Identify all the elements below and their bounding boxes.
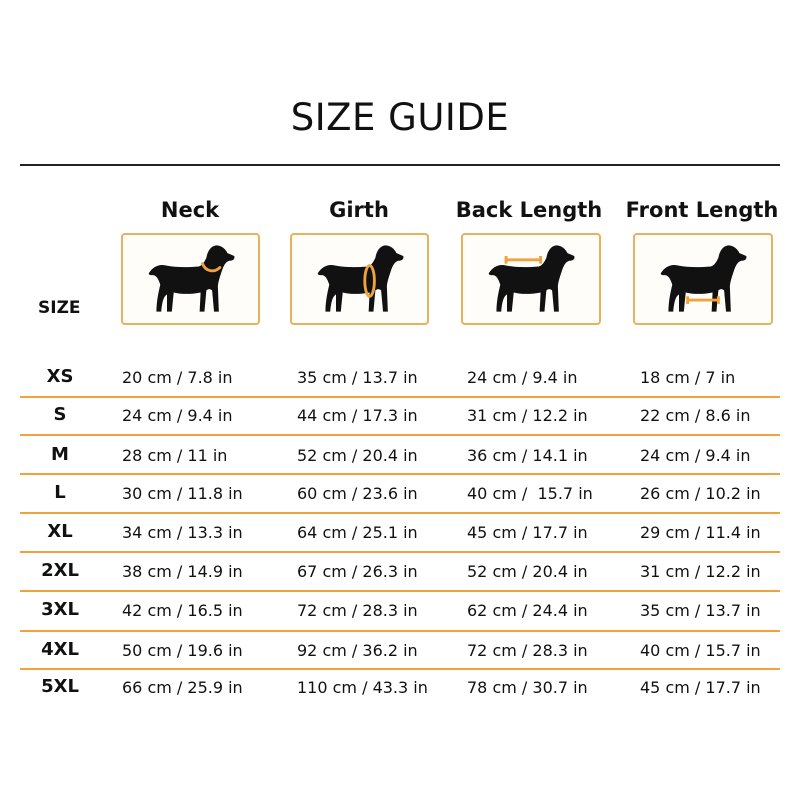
front-length-value: 26 cm / 10.2 in (640, 484, 761, 503)
front-length-value: 35 cm / 13.7 in (640, 601, 761, 620)
column-header-front-length: Front Length (625, 198, 779, 222)
row-divider (20, 590, 780, 592)
neck-value: 66 cm / 25.9 in (122, 678, 243, 697)
size-label: M (51, 444, 69, 465)
row-divider (20, 396, 780, 398)
neck-value: 20 cm / 7.8 in (122, 368, 233, 387)
size-label: S (53, 404, 67, 425)
size-label: XL (47, 521, 73, 542)
girth-value: 67 cm / 26.3 in (297, 562, 418, 581)
row-divider (20, 512, 780, 514)
page-title: SIZE GUIDE (290, 96, 510, 139)
back-length-value: 31 cm / 12.2 in (467, 406, 588, 425)
front-length-value: 31 cm / 12.2 in (640, 562, 761, 581)
column-header-back-length: Back Length (455, 198, 603, 222)
table-row (0, 595, 800, 631)
table-row (0, 556, 800, 592)
size-label: L (54, 482, 66, 503)
neck-value: 42 cm / 16.5 in (122, 601, 243, 620)
back-length-value: 24 cm / 9.4 in (467, 368, 578, 387)
back-length-value: 52 cm / 20.4 in (467, 562, 588, 581)
neck-value: 50 cm / 19.6 in (122, 641, 243, 660)
back-length-value: 72 cm / 28.3 in (467, 641, 588, 660)
table-row (0, 672, 800, 708)
girth-value: 92 cm / 36.2 in (297, 641, 418, 660)
neck-value: 38 cm / 14.9 in (122, 562, 243, 581)
row-divider (20, 630, 780, 632)
front-length-value: 45 cm / 17.7 in (640, 678, 761, 697)
front-length-value: 22 cm / 8.6 in (640, 406, 751, 425)
table-row (0, 362, 800, 398)
dog-front-length-measure-icon (633, 233, 773, 325)
size-label: XS (46, 366, 74, 387)
girth-value: 52 cm / 20.4 in (297, 446, 418, 465)
size-label: 3XL (41, 599, 79, 620)
front-length-value: 18 cm / 7 in (640, 368, 736, 387)
table-row (0, 478, 800, 514)
dog-neck-measure-icon (121, 233, 260, 325)
front-length-value: 40 cm / 15.7 in (640, 641, 761, 660)
neck-value: 34 cm / 13.3 in (122, 523, 243, 542)
table-row (0, 517, 800, 553)
row-divider (20, 434, 780, 436)
front-length-value: 29 cm / 11.4 in (640, 523, 761, 542)
neck-value: 28 cm / 11 in (122, 446, 228, 465)
column-header-girth: Girth (329, 198, 389, 222)
dog-girth-measure-icon (290, 233, 429, 325)
size-label: 4XL (41, 639, 79, 660)
girth-value: 60 cm / 23.6 in (297, 484, 418, 503)
column-header-neck: Neck (160, 198, 220, 222)
table-row (0, 400, 800, 436)
row-divider (20, 551, 780, 553)
front-length-value: 24 cm / 9.4 in (640, 446, 751, 465)
row-divider (20, 473, 780, 475)
size-column-header: SIZE (38, 298, 81, 318)
girth-value: 44 cm / 17.3 in (297, 406, 418, 425)
neck-value: 30 cm / 11.8 in (122, 484, 243, 503)
size-label: 5XL (41, 676, 79, 697)
title-divider (20, 164, 780, 166)
back-length-value: 78 cm / 30.7 in (467, 678, 588, 697)
back-length-value: 45 cm / 17.7 in (467, 523, 588, 542)
girth-value: 72 cm / 28.3 in (297, 601, 418, 620)
back-length-value: 36 cm / 14.1 in (467, 446, 588, 465)
back-length-value: 62 cm / 24.4 in (467, 601, 588, 620)
girth-value: 110 cm / 43.3 in (297, 678, 428, 697)
dog-back-length-measure-icon (461, 233, 601, 325)
table-row (0, 440, 800, 476)
row-divider (20, 668, 780, 670)
neck-value: 24 cm / 9.4 in (122, 406, 233, 425)
back-length-value: 40 cm / 15.7 in (467, 484, 593, 503)
size-label: 2XL (41, 560, 79, 581)
table-row (0, 635, 800, 671)
girth-value: 35 cm / 13.7 in (297, 368, 418, 387)
girth-value: 64 cm / 25.1 in (297, 523, 418, 542)
